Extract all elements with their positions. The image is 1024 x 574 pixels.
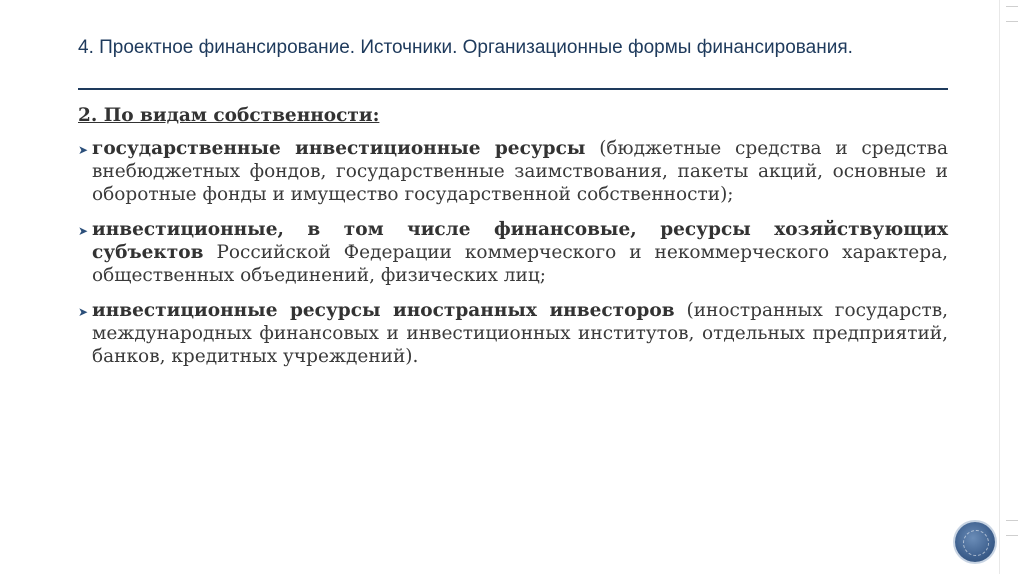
nav-circle-inner	[963, 530, 989, 556]
slide-nav-circle-icon[interactable]	[955, 522, 995, 562]
section-heading: 2. По видам собственности:	[78, 105, 380, 126]
chevron-right-icon: ➤	[78, 224, 89, 238]
list-item-bold: государственные инвестиционные ресурсы	[92, 138, 586, 159]
list-item-text: Российской Федерации коммерческого и некоммерческого характера, общественных объединений, физических лиц;	[92, 242, 948, 286]
chevron-right-icon: ➤	[78, 305, 89, 319]
list-item-bold: инвестиционные, в том числе финансовые, ресурсы хозяйствующих субъектов	[92, 219, 948, 263]
chevron-right-icon: ➤	[78, 143, 89, 157]
edge-notch-bottom	[1006, 520, 1018, 536]
list-item-bold: инвестиционные ресурсы иностранных инвесторов	[92, 300, 675, 321]
slide-edge-decoration	[999, 0, 1024, 574]
list-item	[78, 137, 948, 206]
title-underline	[78, 88, 948, 90]
list-item-text: (иностранных государств, международных финансовых и инвестиционных институтов, отдельных предприятий, банков, кредитных учреждений).	[92, 300, 948, 367]
list-item	[78, 299, 948, 368]
list-item-text: (бюджетные средства и средства внебюджетных фондов, государственные заимствования, пакеты акций, основные и оборотные фонды и имущество государственной собственности);	[92, 138, 949, 205]
edge-notch-top	[1006, 6, 1018, 22]
slide-title: 4. Проектное финансирование. Источники. Организационные формы финансирования.	[78, 37, 853, 58]
slide-content	[78, 104, 948, 380]
list-item	[78, 218, 948, 287]
